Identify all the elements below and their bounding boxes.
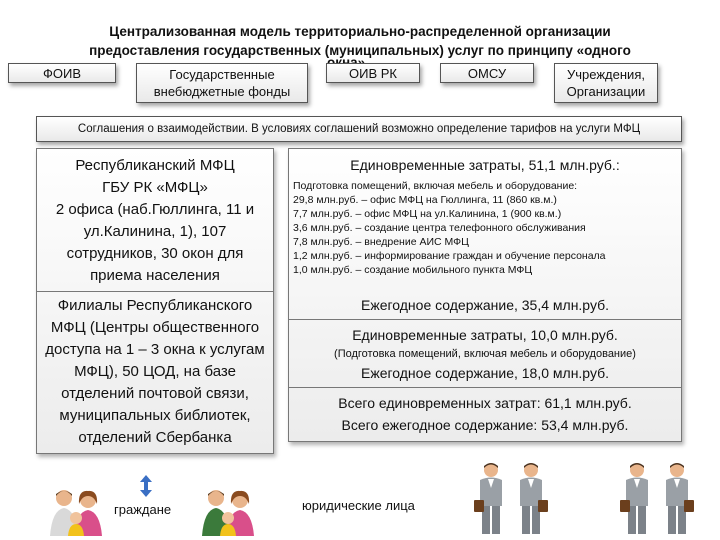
family-icon xyxy=(200,488,258,538)
omsu-label: ОМСУ xyxy=(467,65,507,81)
total-one-time: Всего единовременных затрат: 61,1 млн.руб. xyxy=(338,395,632,411)
one-time-costs-1: Единовременные затраты, 51,1 млн.руб.: xyxy=(350,157,620,173)
family-icon xyxy=(48,488,106,538)
double-arrow-icon xyxy=(138,474,154,498)
oiv-rk-box xyxy=(326,63,420,83)
title-line-2: предоставления государственных (муниципальных) услуг по принципу «одного xyxy=(89,43,631,58)
title-line-1: Централизованная модель территориально-распределенной организации xyxy=(109,24,611,39)
mfc-line: Республиканский МФЦ xyxy=(75,157,235,174)
mfc-line: ГБУ РК «МФЦ» xyxy=(102,179,208,196)
branches-description xyxy=(37,295,273,449)
branch-line: отделений почтовой связи, xyxy=(61,385,249,402)
cost-detail-line: 1,2 млн.руб. – информирование граждан и обучение персонала xyxy=(293,250,606,262)
mfc-line: сотрудников, 30 окон для xyxy=(66,245,244,262)
agreements-text: Соглашения о взаимодействии. В условиях соглашений возможно определение тарифов на услуги МФЦ xyxy=(77,122,641,135)
divider xyxy=(289,387,681,388)
one-time-costs-2-note: (Подготовка помещений, включая мебель и оборудование) xyxy=(334,348,636,360)
citizens-label: граждане xyxy=(114,502,172,517)
divider xyxy=(289,319,681,320)
cost-detail-line: 1,0 млн.руб. – создание мобильного пункта МФЦ xyxy=(293,264,533,276)
branch-line: МФЦ (Центры общественного xyxy=(50,319,260,336)
cost-detail-line: Подготовка помещений, включая мебель и оборудование: xyxy=(293,180,578,192)
funds-box xyxy=(136,63,308,103)
businessman-icon xyxy=(474,462,508,538)
mfc-description xyxy=(37,155,273,287)
mfc-line: ул.Калинина, 1), 107 xyxy=(83,223,227,240)
legal-entities-label: юридические лица xyxy=(302,498,415,513)
cost-detail-line: 7,7 млн.руб. – офис МФЦ на ул.Калинина, 1 (900 кв.м.) xyxy=(293,208,562,220)
one-time-costs-2: Единовременные затраты, 10,0 млн.руб. xyxy=(352,327,618,343)
cost-details xyxy=(293,179,681,277)
businessman-icon xyxy=(514,462,548,538)
mfc-panel xyxy=(36,148,274,454)
cost-detail-line: 3,6 млн.руб. – создание центра телефонного обслуживания xyxy=(293,222,586,234)
institutions-label-line-2: Организации xyxy=(566,84,646,99)
oiv-rk-label: ОИВ РК xyxy=(349,65,397,81)
institutions-box xyxy=(554,63,658,103)
funds-label-line-1: Государственные xyxy=(169,67,275,82)
foiv-label: ФОИВ xyxy=(42,65,81,81)
cost-detail-line: 29,8 млн.руб. – офис МФЦ на Гюллинга, 11 (860 кв.м.) xyxy=(293,194,557,206)
branch-line: отделений Сбербанка xyxy=(78,429,232,446)
mfc-line: приема населения xyxy=(90,267,220,284)
funds-label-line-2: внебюджетные фонды xyxy=(153,84,291,99)
branch-line: Филиалы Республиканского xyxy=(57,297,253,314)
foiv-box xyxy=(8,63,116,83)
mfc-line: 2 офиса (наб.Гюллинга, 11 и xyxy=(55,201,255,218)
total-annual: Всего ежегодное содержание: 53,4 млн.руб. xyxy=(341,417,629,433)
divider xyxy=(37,291,273,292)
businessman-icon xyxy=(660,462,694,538)
branch-line: доступа на 1 – 3 окна к услугам xyxy=(45,341,265,358)
cost-detail-line: 7,8 млн.руб. – внедрение АИС МФЦ xyxy=(293,236,469,248)
institutions-label-line-1: Учреждения, xyxy=(567,67,645,82)
agreements-bar xyxy=(36,116,682,142)
annual-costs-1: Ежегодное содержание, 35,4 млн.руб. xyxy=(360,297,610,313)
costs-panel xyxy=(288,148,682,442)
branch-line: муниципальных библиотек, xyxy=(59,407,251,424)
businessman-icon xyxy=(620,462,654,538)
annual-costs-2: Ежегодное содержание, 18,0 млн.руб. xyxy=(360,365,610,381)
omsu-box xyxy=(440,63,534,83)
branch-line: МФЦ), 50 ЦОД, на базе xyxy=(74,363,236,380)
